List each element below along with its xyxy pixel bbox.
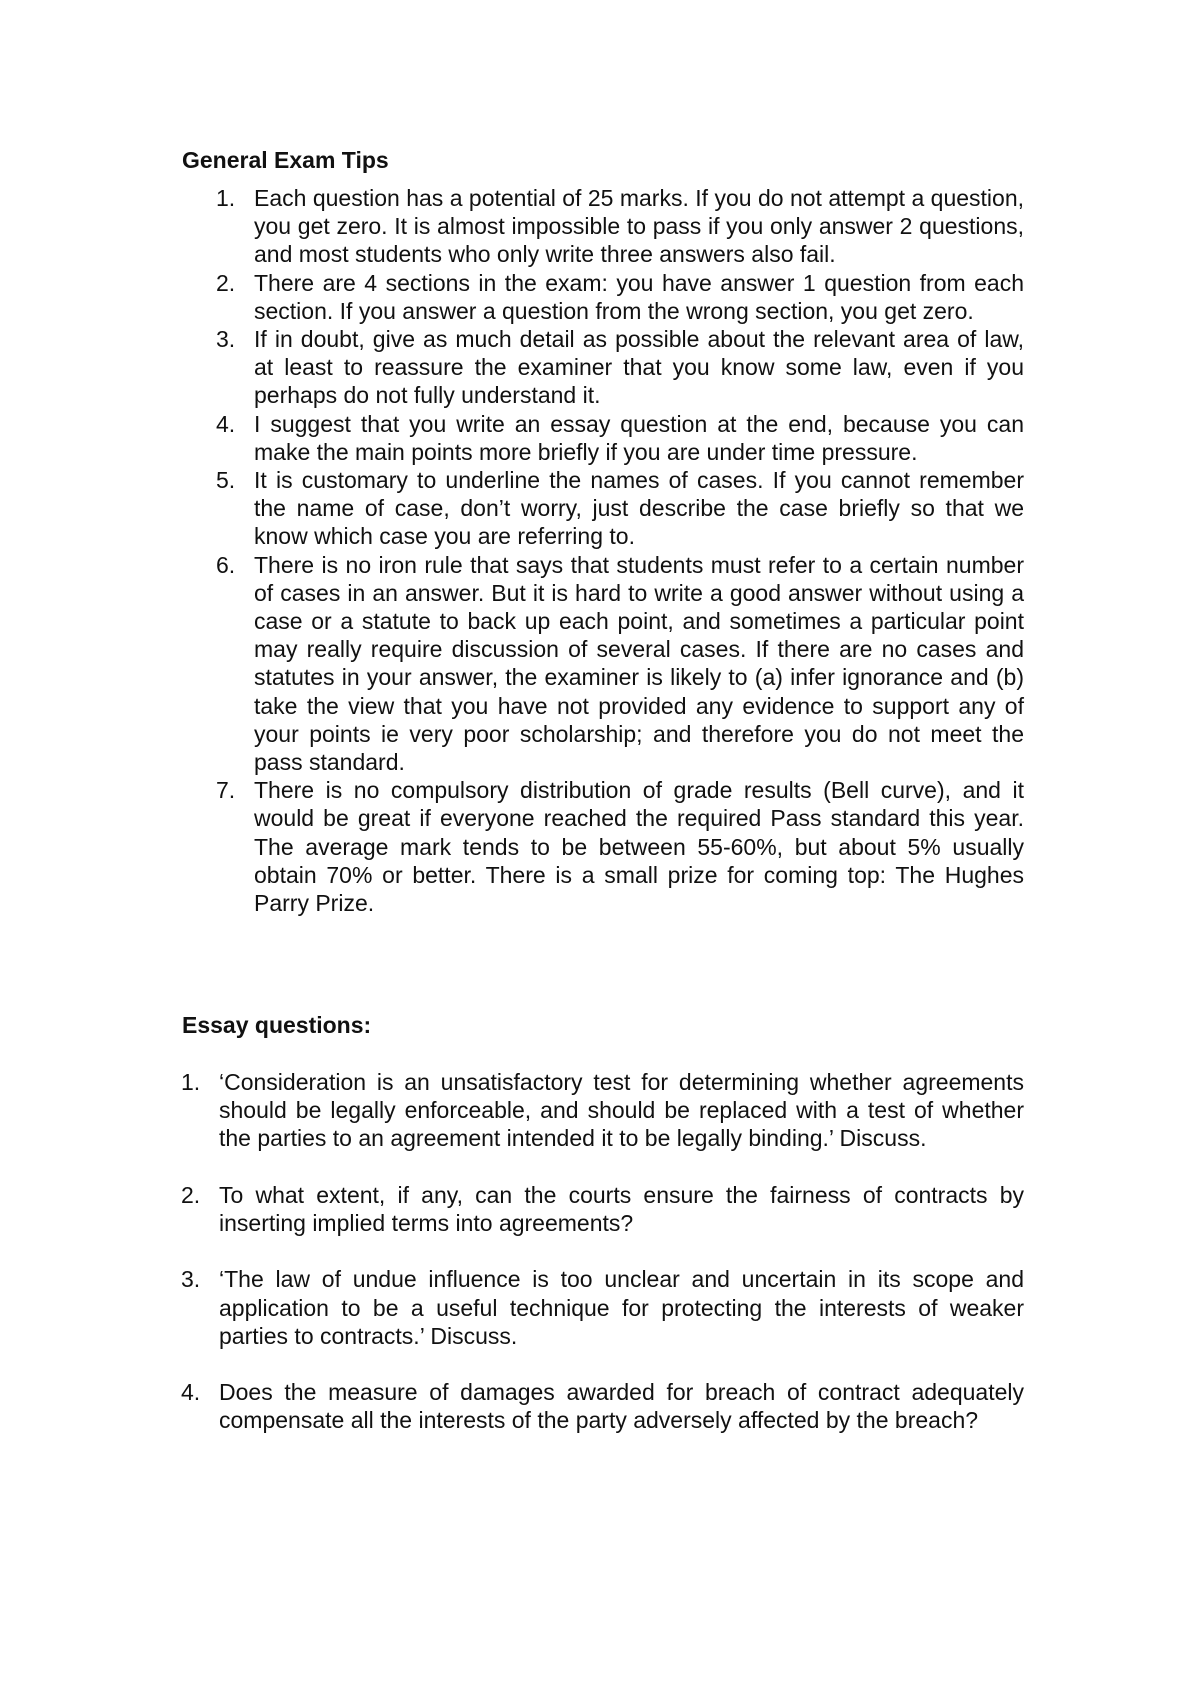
tip-text: It is customary to underline the names of cases. If you cannot remember the name of case, don’t worry, just describe the case briefly so that we know which case you are referring to. — [254, 467, 1024, 550]
tip-text: There is no iron rule that says that students must refer to a certain number of cases in an answer. But it is hard to write a good answer without using a case or a statute to back up each point, and sometimes a particular point may really require discussion of several cases. If there are no cases and statutes in your answer, the examiner is likely to (a) infer ignorance and (b) take the view that you have not provided any evidence to support any of your points ie very poor scholarship; and therefore you do not meet the pass standard. — [254, 551, 1024, 776]
tip-number: 4. — [216, 410, 236, 437]
tip-number: 7. — [216, 777, 236, 804]
tip-item — [216, 325, 1024, 410]
essay-question-item — [181, 1068, 1024, 1153]
tip-text: There are 4 sections in the exam: you have answer 1 question from each section. If you answer a question from the wrong section, you get zero. — [254, 269, 1024, 324]
tip-item — [216, 184, 1024, 269]
essay-question-text: ‘The law of undue influence is too unclear and uncertain in its scope and application to be a useful technique for protecting the interests of weaker parties to contracts.’ Discuss. — [219, 1266, 1024, 1349]
tip-item — [216, 776, 1024, 917]
essay-question-number: 2. — [181, 1181, 201, 1208]
general-exam-tips-heading: General Exam Tips — [182, 147, 389, 173]
essay-question-text: ‘Consideration is an unsatisfactory test for determining whether agreements should be legally enforceable, and should be replaced with a test of whether the parties to an agreement intended it to be legally binding.’ Discuss. — [219, 1069, 1024, 1152]
tip-item — [216, 466, 1024, 551]
tip-number: 5. — [216, 467, 236, 494]
tip-number: 2. — [216, 269, 236, 296]
essay-question-number: 3. — [181, 1266, 201, 1293]
essay-question-number: 1. — [181, 1069, 201, 1095]
tip-number: 1. — [216, 185, 236, 211]
essay-question-item — [181, 1378, 1024, 1434]
essay-question-item — [181, 1265, 1024, 1350]
tip-text: Each question has a potential of 25 marks. If you do not attempt a question, you get zero. It is almost impossible to pass if you only answer 2 questions, and most students who only write three answers also fail. — [254, 185, 1024, 268]
general-exam-tips-list — [216, 184, 1024, 917]
tip-text: I suggest that you write an essay question at the end, because you can make the main points more briefly if you are under time pressure. — [254, 410, 1024, 465]
essay-question-number: 4. — [181, 1379, 201, 1406]
tip-item — [216, 269, 1024, 325]
essay-question-text: Does the measure of damages awarded for breach of contract adequately compensate all the interests of the party adversely affected by the breach? — [219, 1379, 1024, 1434]
tip-text: If in doubt, give as much detail as possible about the relevant area of law, at least to reassure the examiner that you know some law, even if you perhaps do not fully understand it. — [254, 326, 1024, 409]
essay-questions-list — [181, 1068, 1024, 1463]
essay-question-item — [181, 1181, 1024, 1237]
essay-questions-heading: Essay questions: — [182, 1012, 372, 1038]
tip-item — [216, 551, 1024, 777]
essay-question-text: To what extent, if any, can the courts ensure the fairness of contracts by inserting implied terms into agreements? — [219, 1181, 1024, 1236]
tip-number: 6. — [216, 551, 236, 578]
tip-number: 3. — [216, 326, 236, 353]
tip-text: There is no compulsory distribution of grade results (Bell curve), and it would be great if everyone reached the required Pass standard this year. The average mark tends to be between 55-60%, but about 5% usually obtain 70% or better. There is a small prize for coming top: The Hughes Parry Prize. — [254, 777, 1024, 917]
tip-item — [216, 410, 1024, 466]
